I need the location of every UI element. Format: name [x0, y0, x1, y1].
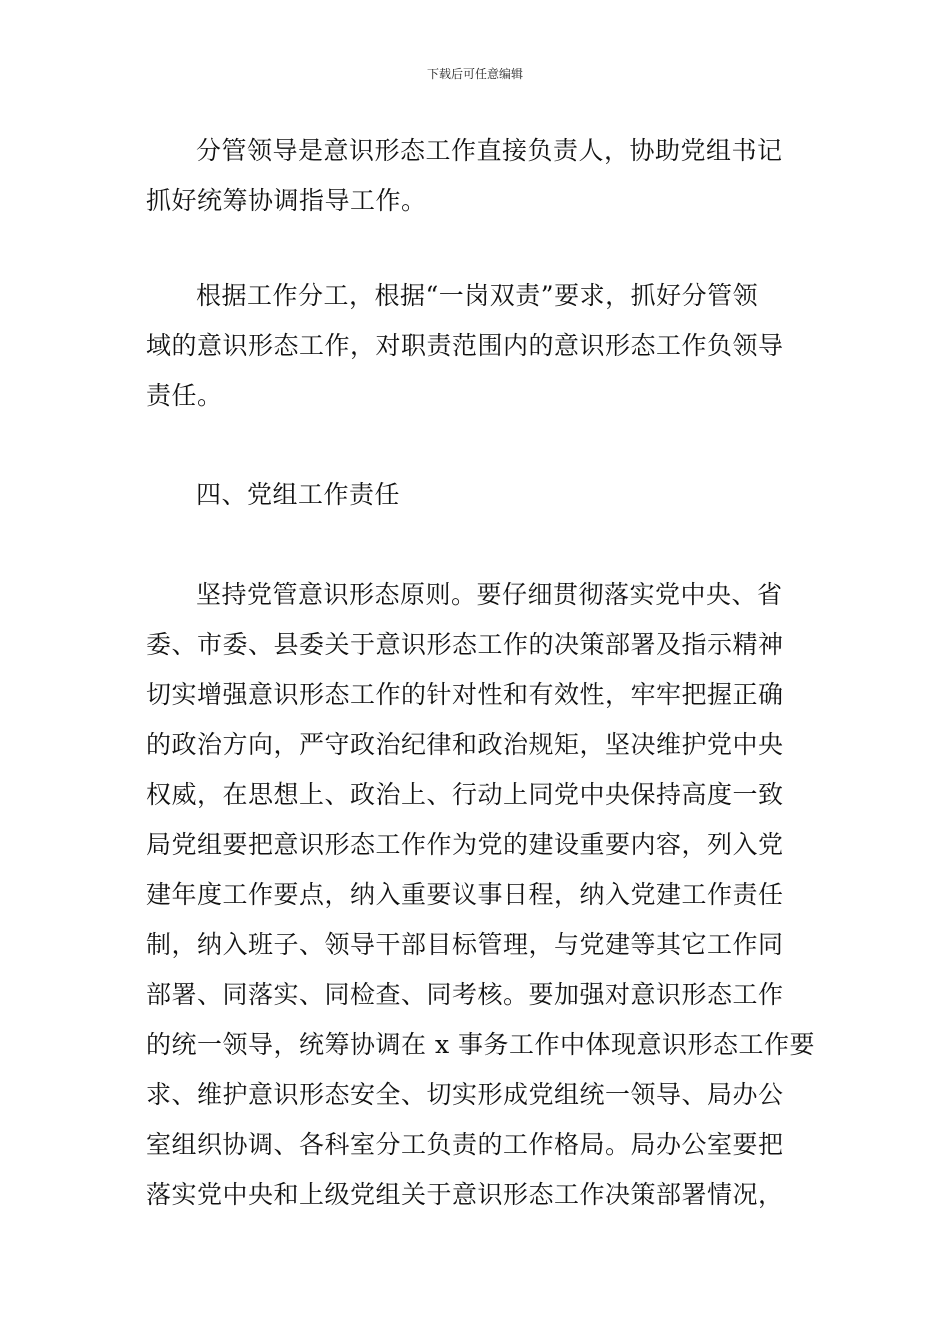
text-line: 室组织协调、各科室分工负责的工作格局。局办公室要把	[146, 1130, 784, 1159]
text-line: 分管领导是意识形态工作直接负责人，协助党组书记	[196, 136, 783, 165]
text-line: 落实党中央和上级党组关于意识形态工作决策部署情况，	[146, 1180, 784, 1209]
paragraph-leader-responsibility	[146, 126, 806, 226]
header-note: 下载后可任意编辑	[426, 67, 523, 81]
text-line: 切实增强意识形态工作的针对性和有效性，牢牢把握正确	[146, 680, 784, 709]
text-line: 建年度工作要点，纳入重要议事日程，纳入党建工作责任	[146, 880, 784, 909]
text-line: 域的意识形态工作，对职责范围内的意识形态工作负领导	[146, 331, 784, 360]
paragraph-party-group-responsibility	[146, 570, 815, 1220]
text-line: 的政治方向，严守政治纪律和政治规矩，坚决维护党中央	[146, 730, 784, 759]
text-line: 抓好统筹协调指导工作。	[146, 186, 427, 215]
section-heading-text: 四、党组工作责任	[196, 480, 401, 509]
text-line: 局党组要把意识形态工作作为党的建设重要内容，列入党	[146, 830, 784, 859]
text-line: 部署、同落实、同检查、同考核。要加强对意识形态工作	[146, 980, 784, 1009]
paragraph-division-of-work	[146, 271, 806, 421]
text-line: 权威，在思想上、政治上、行动上同党中央保持高度一致	[146, 780, 784, 809]
text-line: 的统一领导，统筹协调在 x 事务工作中体现意识形态工作要	[146, 1030, 815, 1059]
text-line: 坚持党管意识形态原则。要仔细贯彻落实党中央、省	[196, 580, 783, 609]
section-heading	[146, 470, 806, 520]
text-line: 求、维护意识形态安全、切实形成党组统一领导、局办公	[146, 1080, 784, 1109]
text-line: 责任。	[146, 381, 223, 410]
text-line: 委、市委、县委关于意识形态工作的决策部署及指示精神	[146, 630, 784, 659]
text-line: 根据工作分工，根据“一岗双责”要求，抓好分管领	[196, 281, 759, 310]
text-line: 制，纳入班子、领导干部目标管理，与党建等其它工作同	[146, 930, 784, 959]
